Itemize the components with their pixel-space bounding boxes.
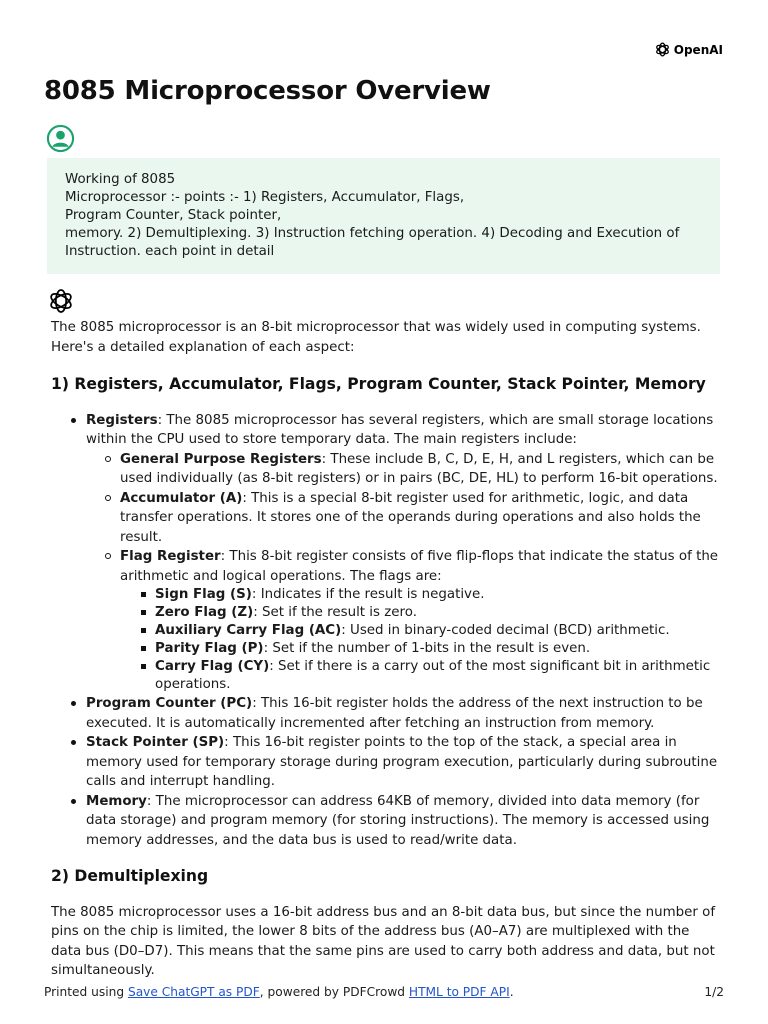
list-item-flag <box>155 658 723 694</box>
term: Sign Flag (S) <box>155 587 252 602</box>
prompt-line: Program Counter, Stack pointer, <box>65 208 282 223</box>
prompt-line: Working of 8085 <box>65 172 176 187</box>
list-item-flag <box>155 640 723 658</box>
description: : Set if there is a carry out of the most significant bit in arithmetic operations. <box>155 659 711 692</box>
footer-suffix: . <box>509 985 514 999</box>
list-item-stack-pointer <box>86 733 723 792</box>
list-item-gpr <box>120 450 723 489</box>
term: Program Counter (PC) <box>86 696 253 711</box>
assistant-answer <box>51 318 723 981</box>
save-chatgpt-pdf-link[interactable]: Save ChatGPT as PDF <box>127 985 260 999</box>
prompt-line: Instruction. each point in detail <box>65 244 275 259</box>
page-title: 8085 Microprocessor Overview <box>44 76 491 106</box>
prompt-line: memory. 2) Demultiplexing. 3) Instruction fetching operation. 4) Decoding and Execution of <box>65 226 680 241</box>
term: General Purpose Registers <box>120 451 322 467</box>
term: Auxiliary Carry Flag (AC) <box>155 623 342 638</box>
term: Flag Register <box>120 549 221 564</box>
description: : This 8-bit register consists of five flip-flops that indicate the status of the arithmetic and logical operations. The flags are: <box>120 549 719 584</box>
section-heading-demultiplexing: 2) Demultiplexing <box>51 867 209 885</box>
print-footer <box>44 985 724 999</box>
demultiplexing-paragraph: The 8085 microprocessor uses a 16-bit address bus and an 8-bit data bus, but since the number of pins on the chip is limited, the lower 8 bits of the address bus (A0–A7) are multiplexed with the data bus (D0–D7). This means that the same pins are used to carry both address and data, but not simultaneously. <box>51 904 716 978</box>
description: : This 16-bit register holds the address of the next instruction to be executed. It is automatically incremented after fetching an instruction from memory. <box>86 696 703 731</box>
term: Carry Flag (CY) <box>155 659 270 674</box>
list-item-memory <box>86 792 723 851</box>
brand-name: OpenAI <box>673 42 723 57</box>
html-to-pdf-api-link[interactable]: HTML to PDF API <box>408 985 510 999</box>
description: : These include B, C, D, E, H, and L registers, which can be used individually (as 8-bit registers) or in pairs (BC, DE, HL) to perform 16-bit operations. <box>120 451 718 486</box>
term: Parity Flag (P) <box>155 641 264 656</box>
description: : The 8085 microprocessor has several registers, which are small storage locations within the CPU used to store temporary data. The main registers include: <box>86 412 714 447</box>
description: : This 16-bit register points to the top of the stack, a special area in memory used for temporary storage during program execution, particularly during subroutine calls and interrupt handling. <box>86 735 718 789</box>
flags-sublist <box>120 586 723 694</box>
description: : Set if the result is zero. <box>253 605 417 620</box>
answer-intro: The 8085 microprocessor is an 8-bit microprocessor that was widely used in computing systems. Here's a detailed explanation of each aspect: <box>51 320 701 355</box>
description: : Used in binary-coded decimal (BCD) arithmetic. <box>341 623 670 638</box>
page-number: 1/2 <box>704 985 724 999</box>
section1-list <box>51 411 723 851</box>
prompt-line: Microprocessor :- points :- 1) Registers, Accumulator, Flags, <box>65 190 465 205</box>
openai-knot-icon <box>654 41 671 58</box>
term: Accumulator (A) <box>120 490 243 506</box>
term: Zero Flag (Z) <box>155 605 254 620</box>
description: : This is a special 8-bit register used for arithmetic, logic, and data transfer operations. It stores one of the operands during operations and also holds the result. <box>120 490 701 545</box>
description: : Indicates if the result is negative. <box>251 587 485 602</box>
list-item-flag <box>155 622 723 640</box>
term: Registers <box>86 412 158 428</box>
footer-middle: , powered by PDFCrowd <box>259 985 409 999</box>
description: : The microprocessor can address 64KB of memory, divided into data memory (for data storage) and program memory (for storing instructions). The memory is accessed using memory addresses, and the data bus is used to read/write data. <box>86 793 710 848</box>
footer-prefix: Printed using <box>44 985 128 999</box>
registers-sublist <box>86 450 723 695</box>
description: : Set if the number of 1-bits in the result is even. <box>263 641 591 656</box>
user-prompt <box>47 158 720 274</box>
list-item-program-counter <box>86 694 723 733</box>
openai-logo <box>654 41 723 58</box>
chatgpt-avatar-icon <box>47 287 75 315</box>
list-item-flag-register <box>120 547 723 694</box>
list-item-flag <box>155 586 723 604</box>
list-item-accumulator <box>120 489 723 548</box>
list-item-registers <box>86 411 723 695</box>
section-heading-registers: 1) Registers, Accumulator, Flags, Program Counter, Stack Pointer, Memory <box>51 375 706 393</box>
list-item-flag <box>155 604 723 622</box>
term: Stack Pointer (SP) <box>86 735 225 750</box>
term: Memory <box>86 793 147 809</box>
user-avatar-icon <box>46 124 75 153</box>
